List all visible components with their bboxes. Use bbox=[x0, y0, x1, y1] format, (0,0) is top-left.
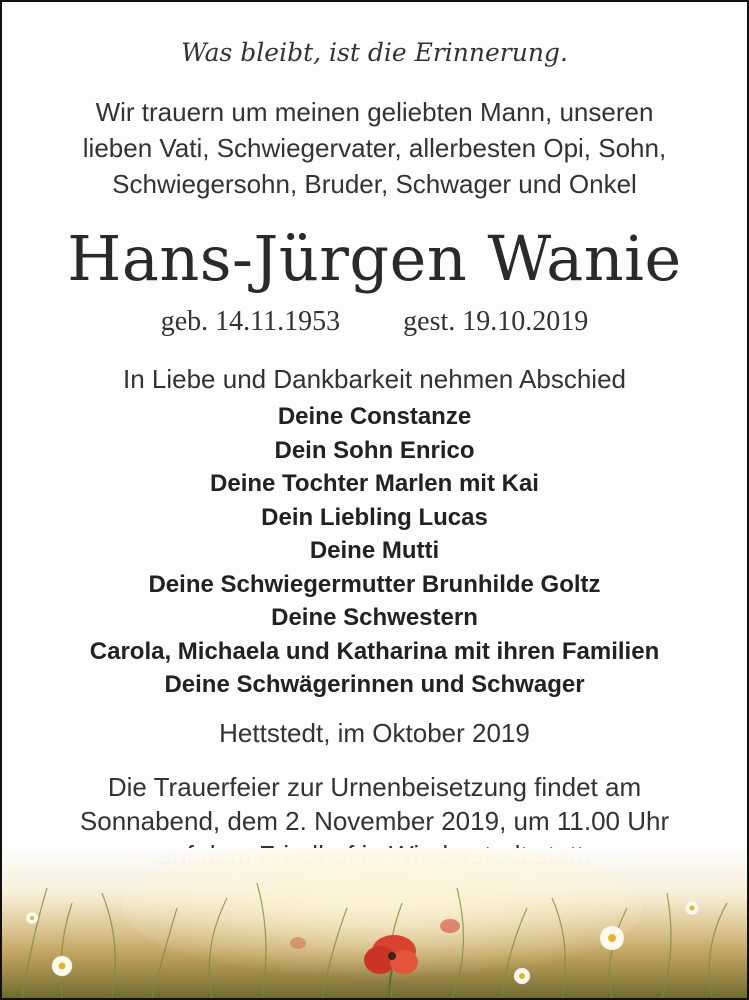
mourner-line: Deine Schwägerinnen und Schwager bbox=[164, 671, 585, 698]
mourner-line: Dein Liebling Lucas bbox=[261, 503, 488, 531]
birth-date: geb. 14.11.1953 bbox=[160, 306, 341, 337]
intro-line: lieben Vati, Schwiegervater, allerbesten Opi, Sohn, bbox=[82, 133, 667, 163]
mourner-line: Dein Sohn Enrico bbox=[274, 436, 475, 464]
mourner-line: Deine Tochter Marlen mit Kai bbox=[210, 470, 539, 497]
place-and-date: Hettstedt, im Oktober 2019 bbox=[219, 718, 530, 748]
intro-line: Wir trauern um meinen geliebten Mann, unseren bbox=[95, 97, 654, 127]
mourner-line: Carola, Michaela und Katharina mit ihren Familien bbox=[89, 637, 660, 665]
mourners-list bbox=[2, 400, 747, 702]
deceased-name: Hans-Jürgen Wanie bbox=[67, 222, 682, 295]
life-dates bbox=[2, 306, 747, 338]
intro-line: Schwiegersohn, Bruder, Schwager und Onkel bbox=[112, 169, 637, 199]
mourner-line: Deine Constanze bbox=[277, 403, 472, 430]
intro-text bbox=[2, 94, 747, 202]
service-line: Sonnabend, dem 2. November 2019, um 11.00 Uhr bbox=[79, 806, 670, 836]
mourner-line: Deine Schwestern bbox=[271, 604, 478, 631]
meadow-flowers-image bbox=[2, 848, 747, 998]
mourner-line: Deine Schwiegermutter Brunhilde Goltz bbox=[148, 570, 601, 598]
farewell-line: In Liebe und Dankbarkeit nehmen Abschied bbox=[122, 364, 626, 394]
service-line: Die Trauerfeier zur Urnenbeisetzung findet am bbox=[107, 772, 642, 802]
mourner-line: Deine Mutti bbox=[309, 537, 440, 564]
death-date: gest. 19.10.2019 bbox=[403, 306, 589, 337]
motto: Was bleibt, ist die Erinnerung. bbox=[181, 38, 568, 67]
